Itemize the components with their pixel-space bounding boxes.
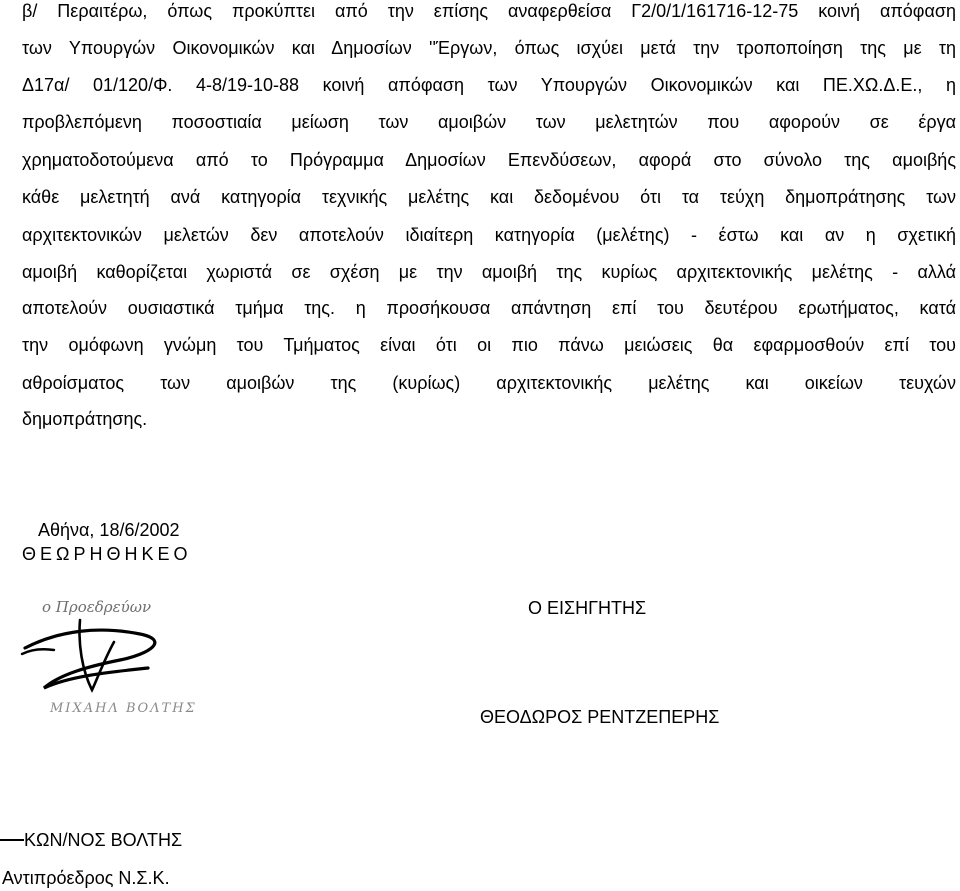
body-line-10: την ομόφωνη γνώμη του Τμήματος είναι ότι οι πιο πάνω μειώσεις θα εφαρμοσθούν επί του bbox=[22, 335, 956, 355]
approved-label bbox=[22, 543, 192, 565]
body-line-3: Δ17α/ 01/120/Φ. 4-8/19-10-88 κοινή απόφαση των Υπουργών Οικονομικών και ΠΕ.ΧΩ.Δ.Ε., η bbox=[22, 75, 956, 95]
deputy-name: ΚΩΝ/ΝΟΣ ΒΟΛΤΗΣ bbox=[24, 830, 183, 850]
stamp-name: ΜΙΧΑΗΛ ΒΟΛΤΗΣ bbox=[50, 701, 197, 716]
body-line-9: αποτελούν ουσιαστικά τμήμα της. η προσήκουσα απάντηση επί του δευτέρου ερωτήματος, κατά bbox=[22, 298, 956, 318]
body-line-8: αμοιβή καθορίζεται χωριστά σε σχέση με την αμοιβή της κυρίως αρχιτεκτονικής μελέτης - αλλά bbox=[22, 262, 956, 282]
signature-dash bbox=[0, 839, 24, 841]
deputy-title: Αντιπρόεδρος Ν.Σ.Κ. bbox=[2, 868, 170, 888]
body-line-11: αθροίσματος των αμοιβών της (κυρίως) αρχιτεκτονικής μελέτης και οικείων τευχών bbox=[22, 373, 956, 393]
body-line-1: β/ Περαιτέρω, όπως προκύπτει από την επίσης αναφερθείσα Γ2/0/1/161716-12-75 κοινή απόφαση bbox=[22, 1, 956, 21]
body-line-12: δημοπράτησης. bbox=[22, 409, 148, 429]
rapporteur-name: ΘΕΟΔΩΡΟΣ ΡΕΝΤΖΕΠΕΡΗΣ bbox=[480, 707, 720, 727]
approved-text: ΘΕΩΡΗΘΗΚΕ bbox=[22, 544, 174, 564]
signature-stroke-1 bbox=[25, 630, 155, 688]
approved-tail: Ο bbox=[173, 544, 192, 564]
rapporteur-title: Ο ΕΙΣΗΓΗΤΗΣ bbox=[528, 598, 647, 618]
body-line-7: αρχιτεκτονικών μελετών δεν αποτελούν ιδιαίτερη κατηγορία (μελέτης) - έστω και αν η σχετική bbox=[22, 225, 956, 245]
body-line-5: χρηματοδοτούμενα από το Πρόγραμμα Δημοσίων Επενδύσεων, αφορά στο σύνολο της αμοιβής bbox=[22, 150, 956, 170]
stamp-text: ο Προεδρεύων bbox=[42, 598, 152, 616]
body-line-4: προβλεπόμενη ποσοστιαία μείωση των αμοιβών των μελετητών που αφορούν σε έργα bbox=[22, 112, 956, 132]
body-line-2: των Υπουργών Οικονομικών και Δημοσίων ''Έργων, όπως ισχύει μετά την τροποποίηση της με τη bbox=[22, 38, 956, 58]
signature-image bbox=[20, 590, 260, 720]
signature-stroke-3 bbox=[22, 649, 54, 654]
place-date: Αθήνα, 18/6/2002 bbox=[38, 520, 180, 540]
body-line-6: κάθε μελετητή ανά κατηγορία τεχνικής μελέτης και δεδομένου ότι τα τεύχη δημοπράτησης των bbox=[22, 187, 956, 207]
